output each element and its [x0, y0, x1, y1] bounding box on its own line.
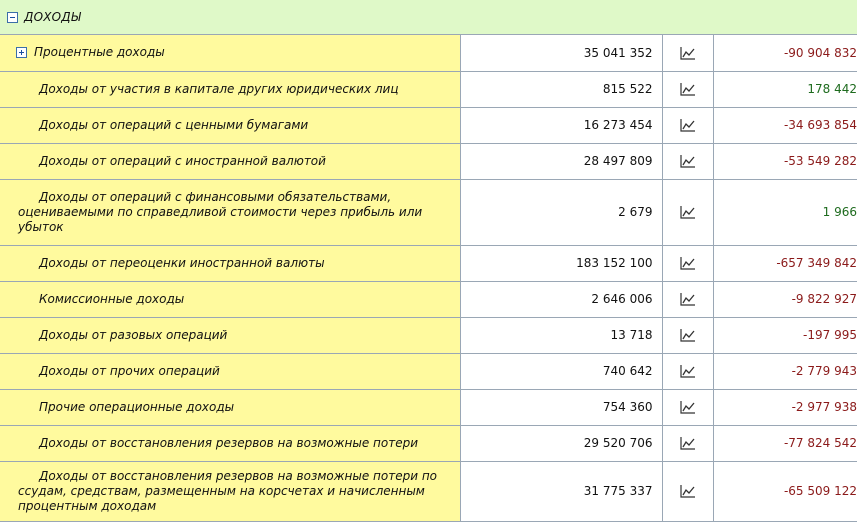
table-row[interactable] [0, 389, 857, 425]
table-row[interactable] [0, 71, 857, 107]
row-name-cell [0, 143, 460, 179]
row-value: 815 522 [460, 71, 662, 107]
row-name-cell [0, 179, 460, 245]
row-name-cell [0, 425, 460, 461]
line-chart-icon[interactable] [680, 292, 696, 306]
row-name-cell [0, 281, 460, 317]
line-chart-icon[interactable] [680, 205, 696, 219]
line-chart-icon[interactable] [680, 484, 696, 498]
row-value: 13 718 [460, 317, 662, 353]
row-delta: -9 822 927 [713, 281, 857, 317]
row-delta: -53 549 282 [713, 143, 857, 179]
table-row[interactable] [0, 107, 857, 143]
row-name-cell [0, 71, 460, 107]
row-name: Доходы от операций с ценными бумагами [39, 117, 309, 132]
chart-cell [662, 71, 713, 107]
row-name-cell [0, 353, 460, 389]
row-name: Доходы от участия в капитале других юридических лиц [39, 81, 399, 96]
row-delta: 178 442 [713, 71, 857, 107]
row-delta: -2 779 943 [713, 353, 857, 389]
line-chart-icon[interactable] [680, 400, 696, 414]
row-value: 35 041 352 [460, 35, 662, 71]
row-delta: -657 349 842 [713, 245, 857, 281]
chart-cell [662, 143, 713, 179]
chart-cell [662, 461, 713, 521]
line-chart-icon[interactable] [680, 328, 696, 342]
chart-cell [662, 317, 713, 353]
row-name-cell [0, 389, 460, 425]
row-value: 183 152 100 [460, 245, 662, 281]
row-value: 16 273 454 [460, 107, 662, 143]
row-name: Прочие операционные доходы [39, 399, 235, 414]
row-delta: -2 977 938 [713, 389, 857, 425]
table-row[interactable] [0, 143, 857, 179]
row-name: Процентные доходы [34, 45, 165, 60]
row-name-cell [0, 461, 460, 521]
row-value: 754 360 [460, 389, 662, 425]
table-row[interactable] [0, 353, 857, 389]
chart-cell [662, 353, 713, 389]
table-row[interactable] [0, 425, 857, 461]
chart-cell [662, 281, 713, 317]
collapse-icon[interactable] [7, 12, 18, 23]
row-name: Комиссионные доходы [39, 291, 185, 306]
row-name: Доходы от восстановления резервов на возможные потери [39, 435, 419, 450]
row-value: 2 679 [460, 179, 662, 245]
row-name: Доходы от разовых операций [39, 327, 228, 342]
row-delta: -77 824 542 [713, 425, 857, 461]
line-chart-icon[interactable] [680, 436, 696, 450]
row-value: 31 775 337 [460, 461, 662, 521]
row-name-cell [0, 317, 460, 353]
table-row[interactable] [0, 35, 857, 71]
chart-cell [662, 179, 713, 245]
table-row[interactable] [0, 179, 857, 245]
row-delta: -197 995 [713, 317, 857, 353]
row-value: 2 646 006 [460, 281, 662, 317]
table-row[interactable] [0, 461, 857, 521]
row-name: Доходы от переоценки иностранной валюты [39, 255, 325, 270]
chart-cell [662, 425, 713, 461]
income-table [0, 35, 857, 522]
row-value: 29 520 706 [460, 425, 662, 461]
row-value: 740 642 [460, 353, 662, 389]
expand-icon[interactable] [16, 47, 27, 58]
chart-cell [662, 107, 713, 143]
row-delta: 1 966 [713, 179, 857, 245]
table-row[interactable] [0, 245, 857, 281]
row-name-cell [0, 35, 460, 71]
row-delta: -65 509 122 [713, 461, 857, 521]
row-name: Доходы от операций с иностранной валютой [39, 153, 326, 168]
row-value: 28 497 809 [460, 143, 662, 179]
chart-cell [662, 245, 713, 281]
row-name-cell [0, 245, 460, 281]
table-row[interactable] [0, 281, 857, 317]
row-delta: -34 693 854 [713, 107, 857, 143]
section-header[interactable] [0, 0, 857, 35]
row-delta: -90 904 832 [713, 35, 857, 71]
table-row[interactable] [0, 317, 857, 353]
line-chart-icon[interactable] [680, 46, 696, 60]
line-chart-icon[interactable] [680, 82, 696, 96]
line-chart-icon[interactable] [680, 256, 696, 270]
row-name: Доходы от прочих операций [39, 363, 220, 378]
row-name: Доходы от операций с финансовыми обязательствами, оцениваемыми по справедливой стоимости через прибыль или убыток [18, 189, 423, 234]
chart-cell [662, 389, 713, 425]
line-chart-icon[interactable] [680, 364, 696, 378]
row-name: Доходы от восстановления резервов на возможные потери по ссудам, средствам, размещенным на корсчетах и начисленным процентным доходам [18, 468, 438, 513]
line-chart-icon[interactable] [680, 154, 696, 168]
row-name-cell [0, 107, 460, 143]
line-chart-icon[interactable] [680, 118, 696, 132]
section-title: ДОХОДЫ [24, 10, 81, 24]
chart-cell [662, 35, 713, 71]
